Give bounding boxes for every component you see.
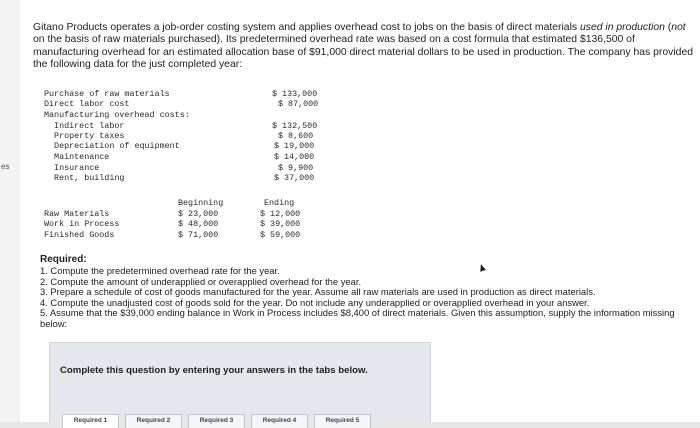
- emphasis-not: not: [671, 22, 686, 33]
- cost-value: $ 37,000: [274, 173, 315, 183]
- inventory-label: Work in Process: [44, 219, 120, 229]
- inventory-beginning: $ 48,000: [178, 219, 219, 229]
- required-item: 1. Compute the predetermined overhead rate for the year.: [40, 265, 280, 276]
- cost-value: $ 9,900: [278, 163, 314, 173]
- cost-value: $ 132,500: [272, 121, 318, 131]
- cost-label: Manufacturing overhead costs:: [44, 110, 190, 120]
- intro-paragraph: Gitano Products operates a job-order costing system and applies overhead cost to jobs on the basis of direct materials used in production (not on the basis of raw materials purchased). Its predetermined overhead rate was based on a cost formula that estimated $136,500 of manufacturing overhead for an estimated allocation base of $91,000 direct material dollars to be used in production. The company has provided the following data for the just completed year:: [33, 22, 694, 71]
- gutter-label: es: [1, 162, 10, 171]
- required-item: 4. Compute the unadjusted cost of goods sold for the year. Do not include any underapplied or overapplied overhead in your answer.: [40, 296, 590, 308]
- inventory-label: Raw Materials: [44, 209, 110, 219]
- cost-label: Purchase of raw materials: [44, 89, 170, 99]
- tab-required-3[interactable]: Required 3: [188, 414, 245, 428]
- required-heading: Required:: [40, 254, 87, 265]
- cost-label: Indirect labor: [44, 121, 125, 131]
- cost-label: Property taxes: [44, 131, 125, 141]
- inventory-ending: $ 39,000: [260, 219, 301, 229]
- required-item: 3. Prepare a schedule of cost of goods manufactured for the year. Assume all raw materials are used in production as direct materials.: [40, 286, 596, 298]
- cost-value: $ 87,000: [278, 99, 319, 109]
- panel-instruction: Complete this question by entering your answers in the tabs below.: [60, 365, 368, 376]
- cost-value: $ 19,000: [274, 141, 315, 151]
- cost-label: Insurance: [44, 163, 100, 173]
- cost-label: Direct labor cost: [44, 99, 130, 109]
- tab-required-4[interactable]: Required 4: [251, 414, 308, 428]
- required-tabs: [62, 414, 371, 428]
- inventory-ending: $ 12,000: [260, 209, 301, 219]
- inventory-label: Finished Goods: [44, 230, 115, 240]
- cost-value: $ 133,000: [272, 89, 318, 99]
- cost-label: Depreciation of equipment: [44, 141, 180, 151]
- cost-value: $ 14,000: [274, 152, 315, 162]
- inventory-beginning: $ 23,000: [178, 209, 219, 219]
- cost-value: $ 8,600: [278, 131, 314, 141]
- inventory-header-ending: Ending: [264, 198, 295, 208]
- required-item: 5. Assume that the $39,000 ending balance in Work in Process includes $8,400 of direct materials. Given this assumption, supply the information missing below:: [40, 307, 675, 329]
- inventory-beginning: $ 71,000: [178, 230, 219, 240]
- tab-required-5[interactable]: Required 5: [314, 414, 371, 428]
- required-list: [40, 266, 700, 330]
- inventory-ending: $ 59,000: [260, 230, 301, 240]
- emphasis-used-in-production: used in production: [579, 22, 665, 33]
- inventory-header-beginning: Beginning: [178, 198, 224, 208]
- question-page: [20, 0, 700, 422]
- tab-required-1[interactable]: Required 1: [62, 414, 119, 428]
- left-gutter: [0, 0, 21, 422]
- cost-label: Rent, building: [44, 173, 125, 183]
- cost-label: Maintenance: [44, 152, 110, 162]
- answer-panel: [49, 342, 431, 423]
- required-item: 2. Compute the amount of underapplied or overapplied overhead for the year.: [40, 275, 362, 287]
- tab-required-2[interactable]: Required 2: [125, 414, 182, 428]
